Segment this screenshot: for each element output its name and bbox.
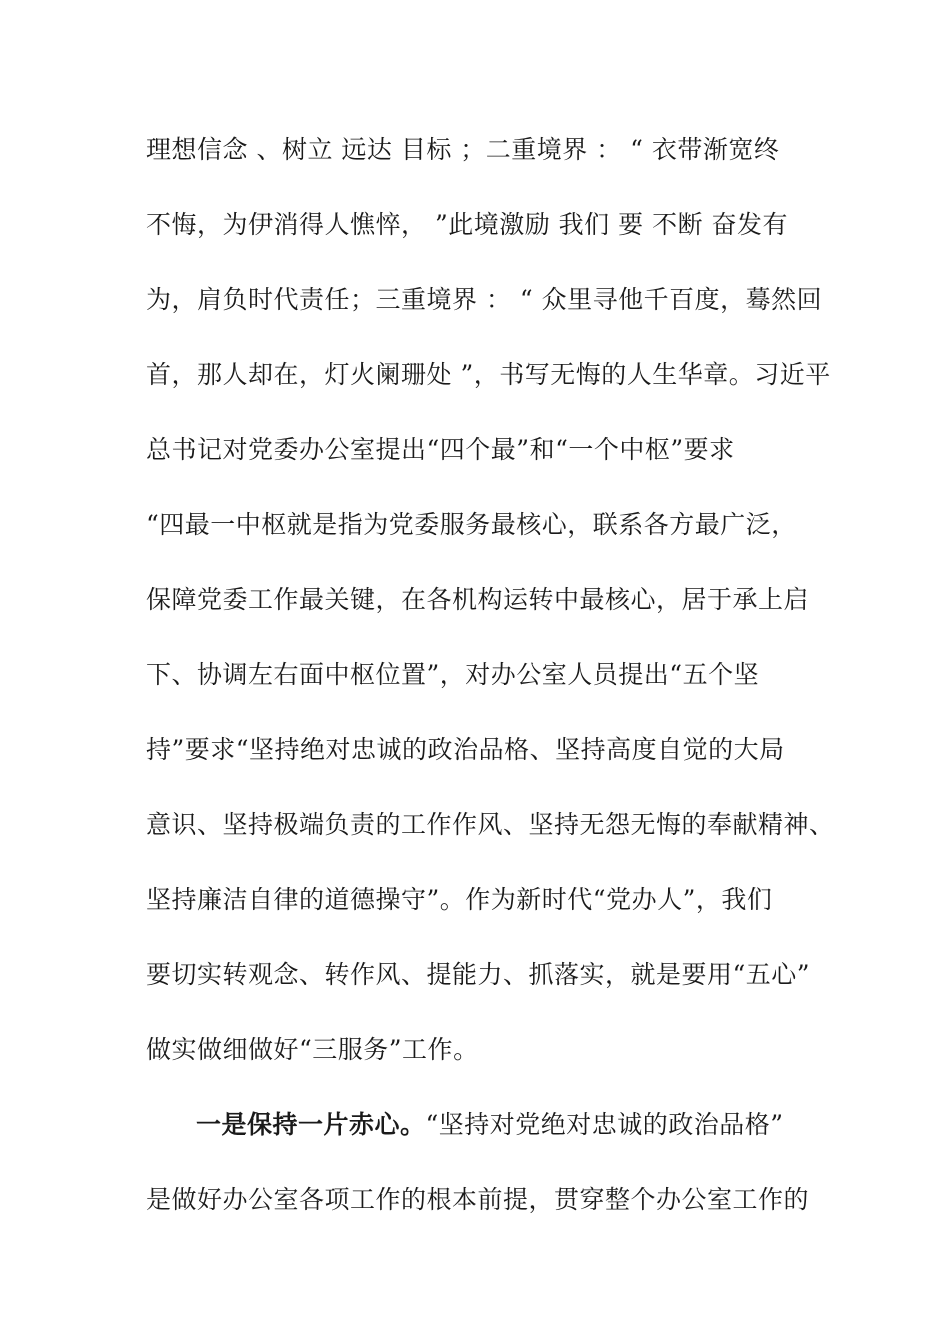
text-line-10: 意识、坚持极端负责的工作作风、坚持无怨无悔的奉献精神、: [146, 810, 835, 839]
text-line-11: 坚持廉洁自律的道德操守”。作为新时代“党办人”，我们: [146, 885, 773, 914]
paragraph-2-lead: 一是保持一片赤心。: [196, 1110, 426, 1139]
paragraph-2-second-line: 是做好办公室各项工作的根本前提，贯穿整个办公室工作的: [146, 1185, 810, 1214]
paragraph-2-line1-rest: “坚持对党绝对忠诚的政治品格”: [425, 1110, 784, 1139]
text-line-7: 保障党委工作最关键，在各机构运转中最核心，居于承上启: [146, 585, 810, 614]
text-line-5: 总书记对党委办公室提出“四个最”和“一个中枢”要求: [146, 435, 735, 464]
text-line-12: 要切实转观念、转作风、提能力、抓落实，就是要用“五心”: [146, 960, 811, 989]
text-line-8: 下、协调左右面中枢位置”，对办公室人员提出“五个坚: [146, 660, 760, 689]
text-line-6: “四最一中枢就是指为党委服务最核心，联系各方最广泛，: [146, 510, 797, 539]
text-line-2: 不悔，为伊消得人憔悴， ”此境激励 我们 要 不断 奋发有: [146, 210, 789, 239]
text-line-1: 理想信念 、树立 远达 目标 ；二重境界 ： “ 衣带渐宽终: [146, 135, 780, 164]
paragraph-2-first-line: [196, 1105, 808, 1145]
text-line-4: 首，那人却在，灯火阑珊处 ”，书写无悔的人生华章。习近平: [146, 360, 831, 389]
text-line-3: 为，肩负时代责任；三重境界 ： “ 众里寻他千百度，蓦然回: [146, 285, 823, 314]
text-line-13: 做实做细做好“三服务”工作。: [146, 1035, 479, 1064]
text-line-9: 持”要求“坚持绝对忠诚的政治品格、坚持高度自觉的大局: [146, 735, 785, 764]
